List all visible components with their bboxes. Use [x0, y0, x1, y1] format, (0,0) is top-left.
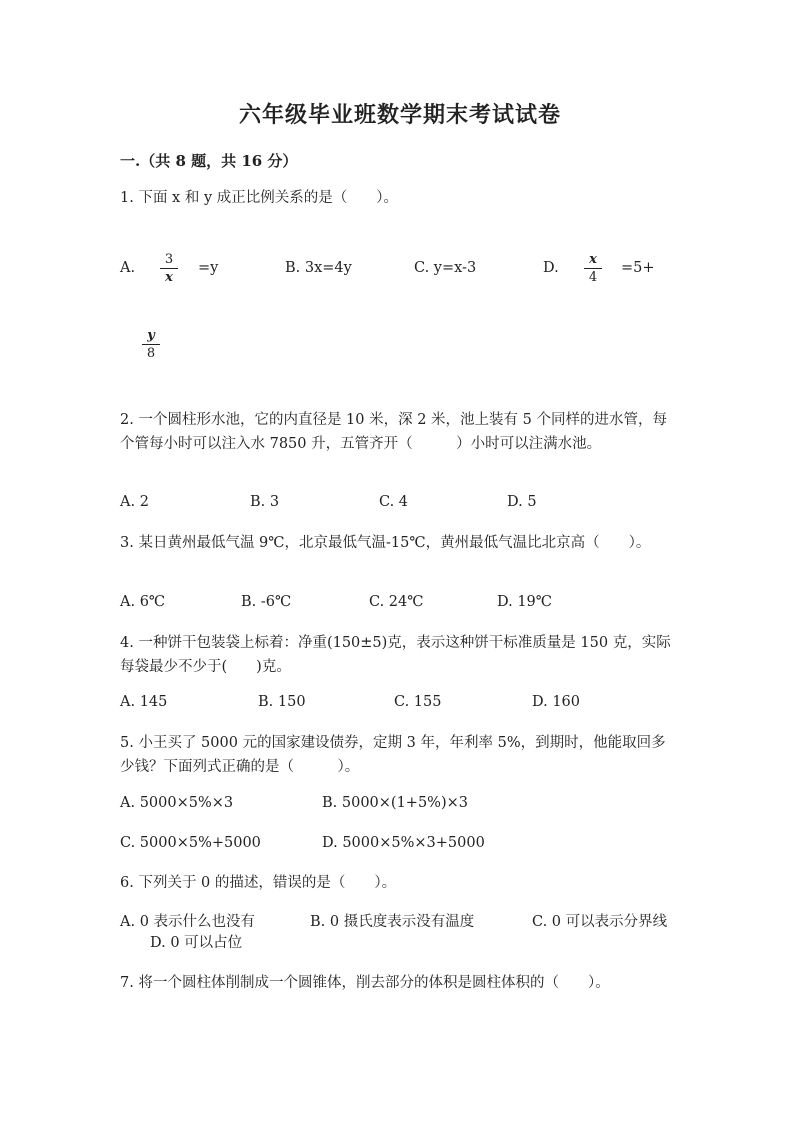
question-2-text: 2. 一个圆柱形水池，它的内直径是 10 米，深 2 米，池上装有 5 个同样的进水管，每个管每小时可以注入水 7850 升，五管齐开（ ）小时可以注满水池。	[120, 412, 667, 452]
option-d: D. 19℃	[497, 594, 552, 610]
option-d: D. 5	[507, 494, 537, 510]
fraction-numerator: y	[142, 328, 160, 345]
option-b: B. 150	[258, 694, 306, 710]
question-7-text: 7. 将一个圆柱体削制成一个圆锥体，削去部分的体积是圆柱体积的（ ）。	[120, 975, 610, 991]
option-c: C. 0 可以表示分界线	[532, 914, 668, 930]
question-5-text: 5. 小王买了 5000 元的国家建设债券，定期 3 年，年利率 5%，到期时，他能取回多少钱？下面列式正确的是（ ）。	[120, 735, 666, 775]
option-c: C. y=x-3	[414, 260, 477, 276]
exam-title: 六年级毕业班数学期末考试试卷	[238, 102, 561, 128]
option-d-label: D.	[543, 260, 559, 276]
option-a: A. 5000×5%×3	[120, 795, 234, 811]
fraction-denominator: 8	[146, 346, 156, 361]
option-b: B. 3x=4y	[285, 260, 352, 276]
option-d: D. 5000×5%×3+5000	[322, 835, 485, 851]
option-d-fraction-2	[142, 328, 160, 361]
fraction-denominator: 4	[588, 270, 598, 285]
question-6-text: 6. 下列关于 0 的描述，错误的是（ ）。	[120, 875, 397, 891]
fraction-denominator: x	[165, 270, 173, 285]
option-a-fraction	[160, 252, 178, 285]
option-a: A. 145	[120, 694, 168, 710]
option-b: B. 0 摄氏度表示没有温度	[310, 914, 475, 930]
fraction-numerator: 3	[160, 252, 178, 269]
option-a-tail: =y	[198, 260, 219, 276]
question-1-text: 1. 下面 x 和 y 成正比例关系的是（ ）。	[120, 190, 398, 206]
fraction-numerator: x	[584, 252, 602, 269]
option-a: A. 6℃	[120, 594, 166, 610]
option-a: A. 2	[120, 494, 149, 510]
option-b: B. 3	[250, 494, 280, 510]
option-c: C. 4	[379, 494, 409, 510]
option-b: B. -6℃	[241, 594, 292, 610]
option-a-label: A.	[120, 260, 136, 276]
option-c: C. 24℃	[369, 594, 424, 610]
option-c: C. 155	[394, 694, 442, 710]
option-b: B. 5000×(1+5%)×3	[322, 795, 468, 811]
section-heading: 一.（共 8 题，共 16 分）	[120, 152, 298, 170]
question-4-text: 4. 一种饼干包装袋上标着：净重(150±5)克，表示这种饼干标准质量是 150 克，实际每袋最少不少于( )克。	[120, 635, 671, 675]
option-d: D. 0 可以占位	[150, 935, 243, 951]
question-3-text: 3. 某日黄州最低气温 9℃，北京最低气温-15℃，黄州最低气温比北京高（ ）。	[120, 535, 651, 551]
option-d: D. 160	[532, 694, 581, 710]
option-c: C. 5000×5%+5000	[120, 835, 261, 851]
option-d-fraction	[584, 252, 602, 285]
option-d-tail: =5+	[621, 260, 655, 276]
option-a: A. 0 表示什么也没有	[120, 914, 256, 930]
